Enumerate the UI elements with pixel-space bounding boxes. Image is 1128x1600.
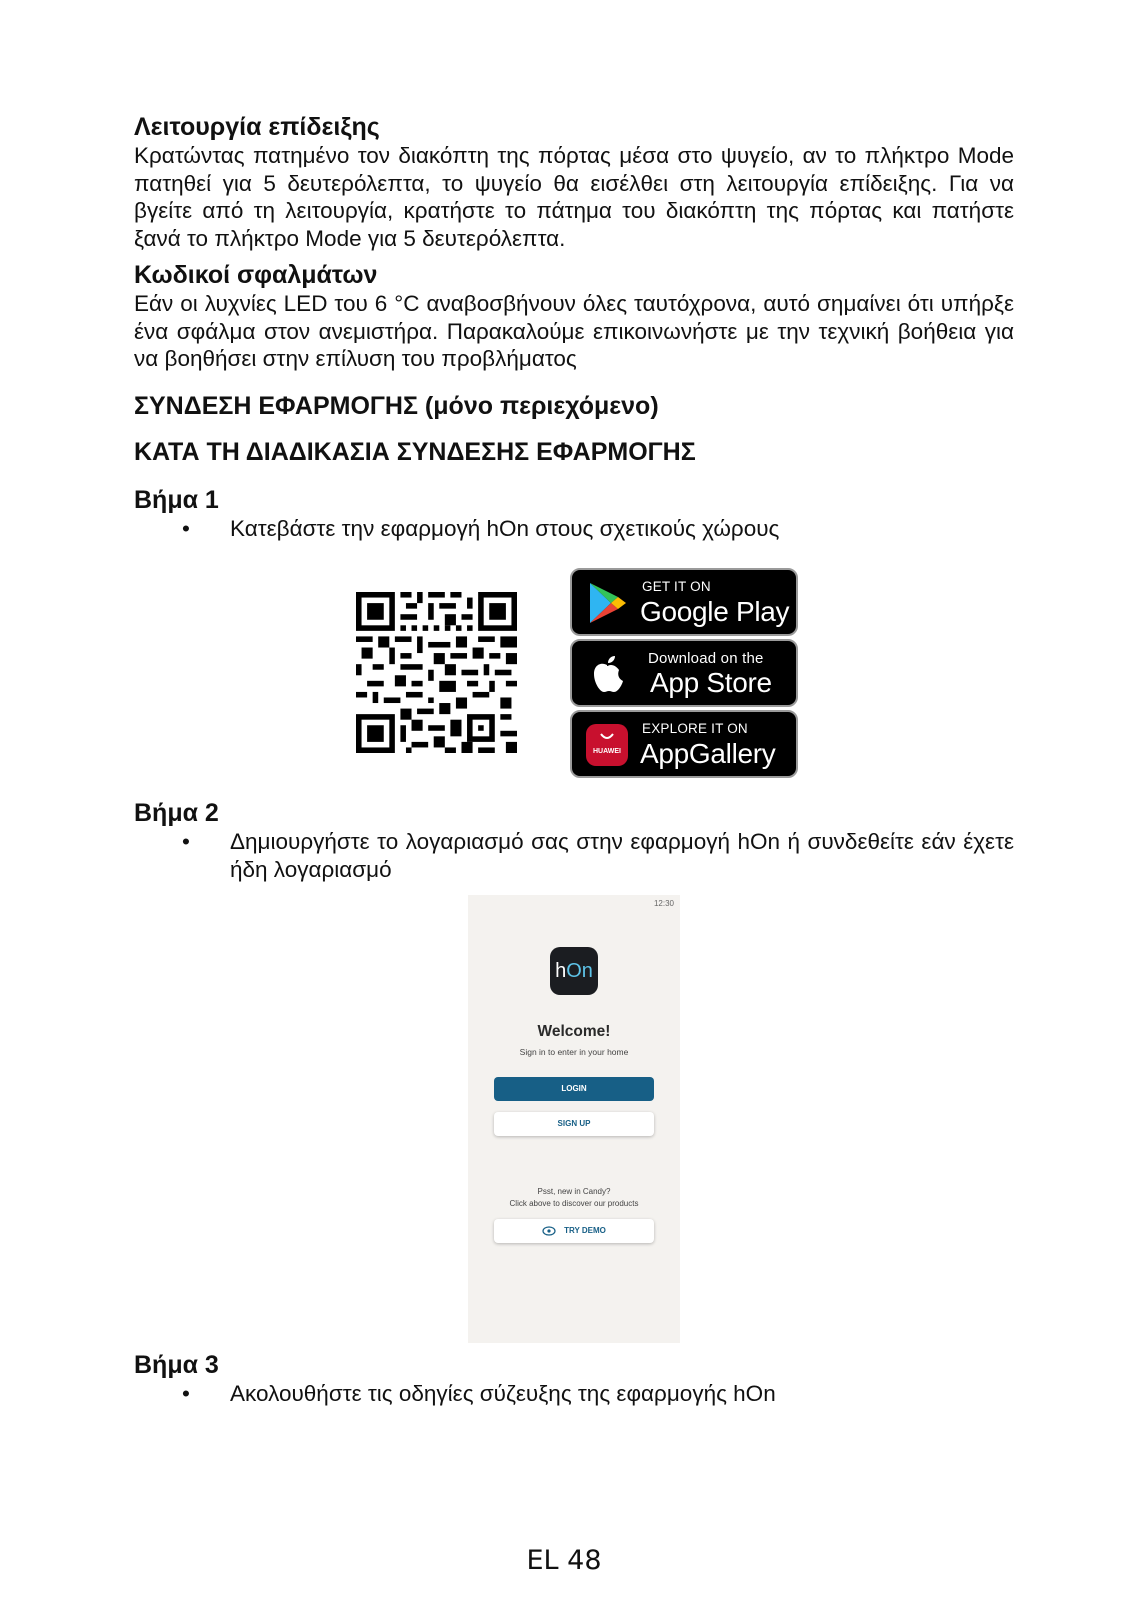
google-play-icon: [584, 580, 630, 626]
app-store-badge[interactable]: [570, 639, 798, 707]
login-button[interactable]: LOGIN: [494, 1077, 654, 1101]
app-store-small-text: Download on the: [648, 650, 764, 667]
step2-bullet-text: Δημιουργήστε το λογαριασμό σας στην εφαρμογή hOn ή συνδεθείτε εάν έχετε ήδη λογαριασμό: [230, 829, 1014, 882]
hon-logo: [550, 947, 598, 995]
error-codes-text: Εάν οι λυχνίες LED του 6 °C αναβοσβήνουν όλες ταυτόχρονα, αυτό σημαίνει ότι υπήρξε ένα σφάλμα στον ανεμιστήρα. Παρακαλούμε επικοινωνήστε με την τεχνική βοήθεια για να βοηθήσει στην επίλυση του προβλήματος: [134, 291, 1014, 371]
step3-heading: Βήμα 3: [134, 1351, 219, 1379]
page-number: EL 48: [526, 1545, 602, 1576]
demo-mode-heading: Λειτουργία επίδειξης: [134, 113, 380, 141]
app-store-big-text: App Store: [650, 667, 772, 698]
new-user-hint: [468, 1186, 680, 1210]
welcome-subtitle: Sign in to enter in your home: [519, 1047, 629, 1057]
step3-block: [134, 1350, 1014, 1408]
step2-bullet: [134, 828, 1014, 883]
content-column: [134, 112, 1014, 542]
qr-code: [356, 592, 517, 753]
eye-icon: [542, 1226, 556, 1236]
bullet-marker: •: [182, 515, 190, 541]
step1-bullet: [134, 515, 1014, 543]
hon-logo-on: On: [566, 960, 593, 982]
step3-bullet-text: Ακολουθήστε τις οδηγίες σύζευξης της εφαρμογής hOn: [230, 1381, 776, 1406]
huawei-brand-text: HUAWEI: [593, 748, 621, 755]
step1-heading: Βήμα 1: [134, 485, 219, 514]
google-play-big-text: Google Play: [640, 596, 790, 627]
psst-line-1: Psst, new in Candy?: [537, 1187, 611, 1196]
app-gallery-small-text: EXPLORE IT ON: [642, 721, 748, 736]
try-demo-button[interactable]: [494, 1219, 654, 1243]
step2-heading: Βήμα 2: [134, 799, 219, 827]
app-gallery-big-text: AppGallery: [640, 738, 776, 769]
try-demo-label: TRY DEMO: [564, 1226, 606, 1235]
app-gallery-badge[interactable]: [570, 710, 798, 778]
psst-line-2: Click above to discover our products: [509, 1199, 639, 1208]
app-connection-heading: ΣΥΝΔΕΣΗ ΕΦΑΡΜΟΓΗΣ (μόνο περιεχόμενο): [134, 391, 659, 420]
step3-bullet: [134, 1380, 1014, 1408]
error-codes-heading: Κωδικοί σφαλμάτων: [134, 261, 378, 289]
app-login-screenshot: [468, 895, 680, 1343]
google-play-small-text: GET IT ON: [642, 579, 711, 594]
apple-icon: [584, 651, 630, 697]
google-play-badge[interactable]: [570, 568, 798, 636]
welcome-title: Welcome!: [537, 1023, 611, 1040]
connection-process-heading: ΚΑΤΑ ΤΗ ΔΙΑΔΙΚΑΣΙΑ ΣΥΝΔΕΣΗΣ ΕΦΑΡΜΟΓΗΣ: [134, 437, 696, 466]
shopping-bag-icon: [586, 728, 628, 748]
bullet-marker: •: [182, 1381, 190, 1406]
bullet-marker: •: [182, 829, 190, 854]
signup-button[interactable]: SIGN UP: [494, 1112, 654, 1136]
status-bar-time: 12:30: [653, 899, 674, 908]
huawei-appgallery-icon: [586, 724, 628, 766]
hon-logo-h: h: [555, 960, 567, 982]
demo-mode-text: Κρατώντας πατημένο τον διακόπτη της πόρτας μέσα στο ψυγείο, αν το πλήκτρο Mode πατηθεί για 5 δευτερόλεπτα, το ψυγείο θα εισέλθει στη λειτουργία επίδειξης. Για να βγείτε από τη λειτουργία, κρατήστε το πάτημα του διακόπτη της πόρτας και πατήστε ξανά το πλήκτρο Mode για 5 δευτερόλεπτα.: [134, 143, 1014, 251]
step1-bullet-text: Κατεβάστε την εφαρμογή hOn στους σχετικούς χώρους: [230, 515, 780, 541]
step2-block: [134, 798, 1014, 883]
